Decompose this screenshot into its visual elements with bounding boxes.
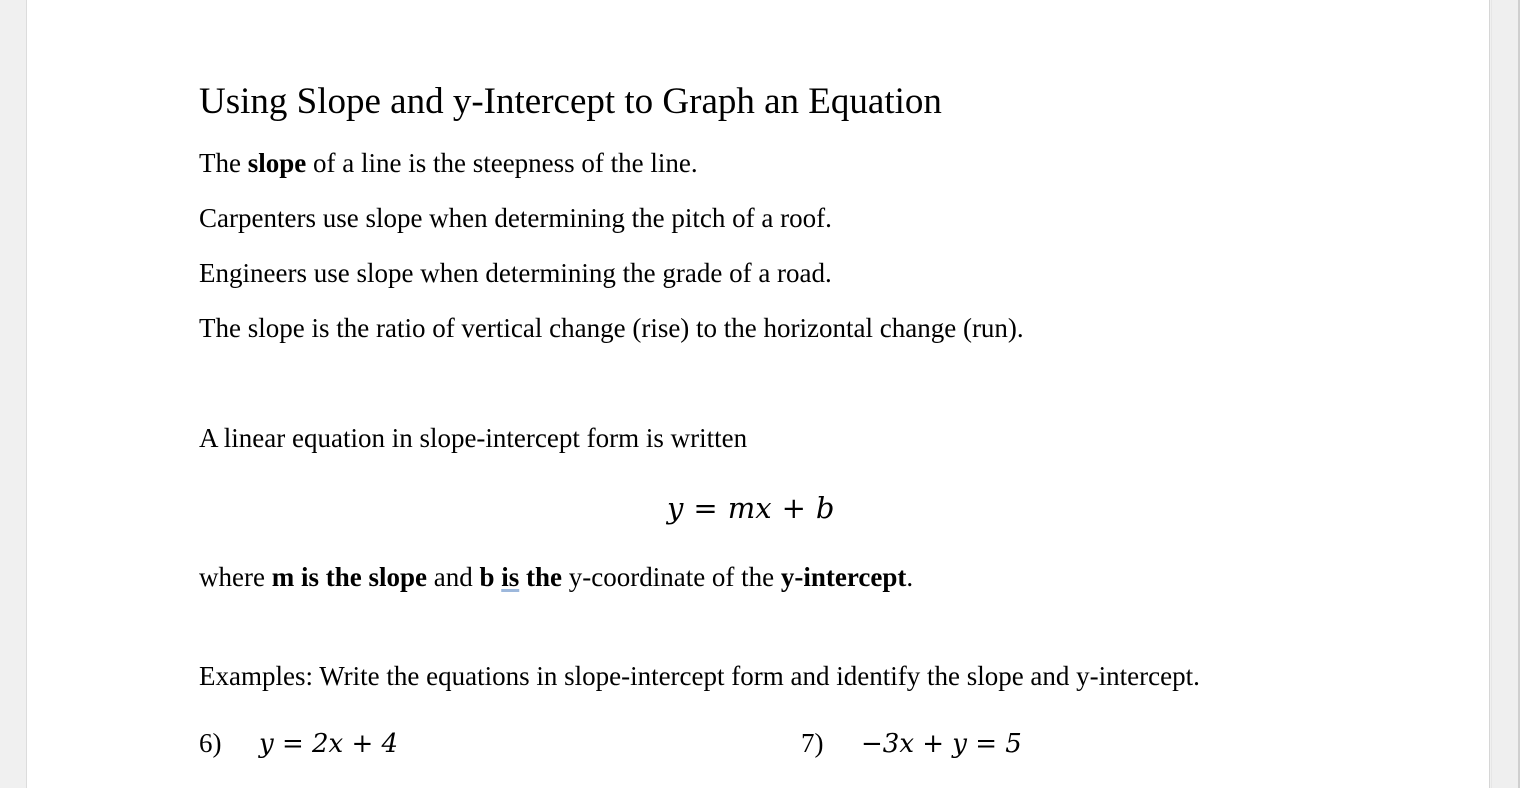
text: y-coordinate of the [562, 562, 781, 592]
example-number: 7) [801, 728, 824, 758]
example-equation: y = 2x + 4 [259, 729, 399, 759]
bold-the: the [519, 562, 562, 592]
paragraph-carpenters: Carpenters use slope when determining the pitch of a roof. [199, 203, 832, 233]
bold-m-is-slope: m is the slope [271, 562, 427, 592]
text: and [426, 562, 480, 592]
text: The [199, 148, 248, 178]
document-title: Using Slope and y-Intercept to Graph an Equation [199, 81, 942, 122]
equation-y: y [667, 491, 684, 525]
example-7 [801, 725, 1022, 762]
equation-x: x [755, 491, 772, 525]
paragraph-linear-equation-intro: A linear equation in slope-intercept form is written [199, 423, 748, 453]
text: where [199, 562, 272, 592]
example-number: 6) [199, 728, 222, 758]
example-equation: −3x + y = 5 [861, 729, 1022, 759]
equation-slope-intercept-form [667, 488, 834, 528]
vertical-scrollbar[interactable] [1491, 0, 1520, 788]
equation-m: m [727, 491, 756, 525]
equation-equals: = [693, 491, 718, 525]
paragraph-where-definition [199, 561, 913, 593]
bold-term-slope: slope [247, 148, 307, 178]
bold-y-intercept: y-intercept [780, 562, 907, 592]
equation-b: b [815, 491, 835, 525]
example-6 [199, 725, 398, 762]
bold-b: b [479, 562, 502, 592]
paragraph-examples-instructions: Examples: Write the equations in slope-intercept form and identify the slope and y-intercept. [199, 661, 1200, 691]
proofing-flagged-word[interactable]: is [501, 562, 520, 592]
text: of a line is the steepness of the line. [306, 148, 698, 178]
paragraph-engineers: Engineers use slope when determining the grade of a road. [199, 258, 832, 288]
text: . [906, 562, 914, 592]
equation-plus: + [781, 491, 806, 525]
paragraph-slope-definition [199, 147, 698, 179]
paragraph-ratio: The slope is the ratio of vertical change (rise) to the horizontal change (run). [199, 313, 1024, 343]
document-page[interactable] [26, 0, 1490, 788]
